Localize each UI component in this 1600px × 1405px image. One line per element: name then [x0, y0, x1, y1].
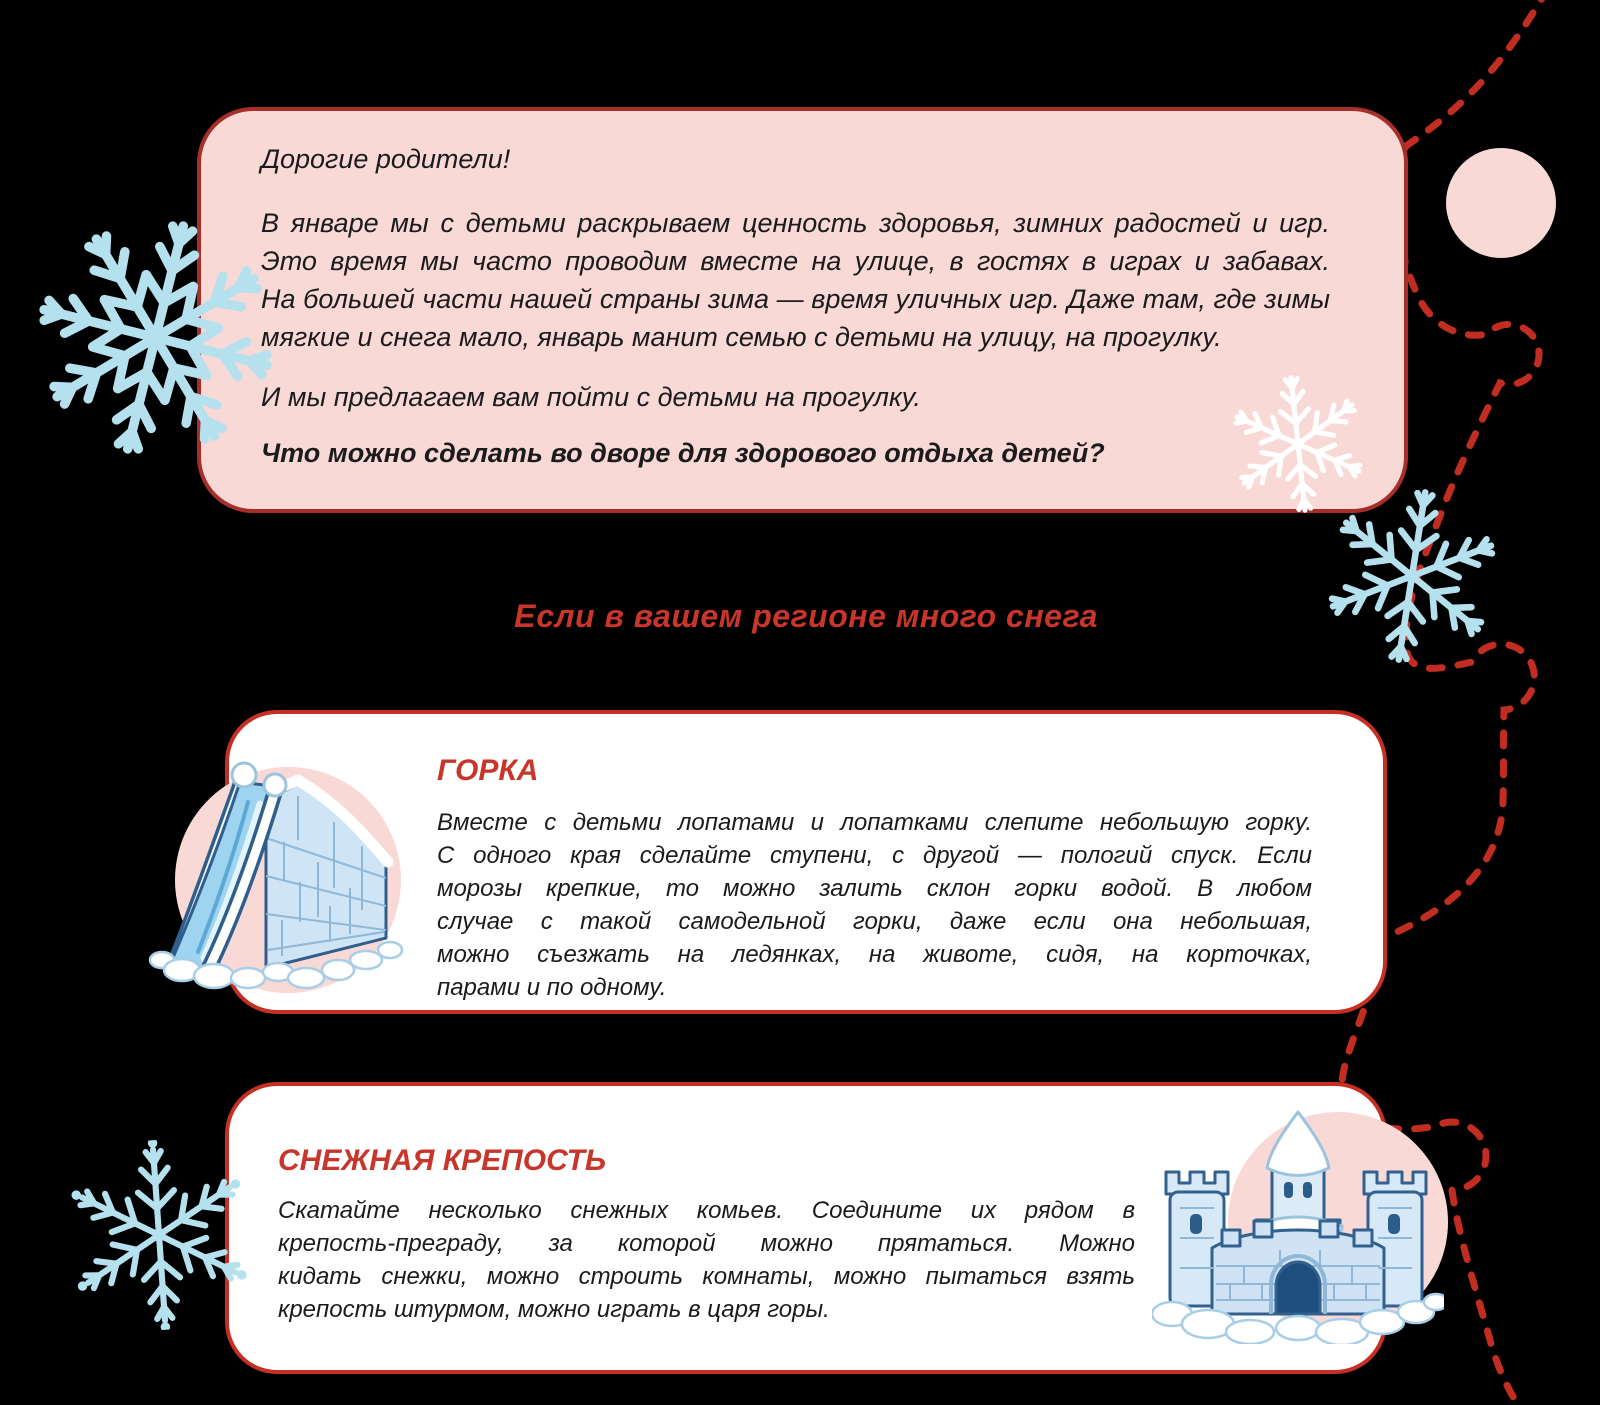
card-gorka-line: случае с такой самодельной горки, даже если она небольшая,	[437, 908, 1312, 935]
card-gorka-title: ГОРКА	[437, 754, 539, 787]
card-gorka-line: морозы крепкие, то можно залить склон горки водой. В любом	[437, 875, 1312, 902]
card-gorka-line: можно съезжать на ледянках, на животе, сидя, на корточках,	[437, 941, 1312, 968]
snow-castle-illustration	[1152, 1108, 1444, 1344]
card-gorka-line: парами и по одному.	[437, 974, 667, 1001]
intro-paragraph-line: В январе мы с детьми раскрываем ценность здоровья, зимних радостей и игр.	[261, 208, 1330, 238]
card-fort-title: СНЕЖНАЯ КРЕПОСТЬ	[278, 1144, 607, 1177]
pink-dot-decoration	[1446, 148, 1556, 258]
card-gorka-line: С одного края сделайте ступени, с другой — пологий спуск. Если	[437, 842, 1312, 869]
intro-greeting: Дорогие родители!	[261, 144, 511, 174]
card-gorka-text	[437, 806, 1312, 1004]
card-fort-text	[278, 1194, 1135, 1326]
intro-paragraph-line: Это время мы часто проводим вместе на улице, в гостях в играх и забавах.	[261, 246, 1330, 276]
ice-slide-illustration	[148, 742, 404, 990]
card-fort-line: крепость штурмом, можно играть в царя горы.	[278, 1296, 830, 1323]
intro-question: Что можно сделать во дворе для здорового отдыха детей?	[261, 438, 1105, 468]
card-fort-line: Скатайте несколько снежных комьев. Соедините их рядом в	[278, 1197, 1135, 1224]
intro-paragraph	[261, 204, 1330, 356]
card-fort-line: крепость-преграду, за которой можно прятаться. Можно	[278, 1230, 1135, 1257]
section-heading: Если в вашем регионе много снега	[514, 598, 1098, 634]
snowflake-icon	[58, 1134, 261, 1337]
intro-paragraph-line: мягкие и снега мало, январь манит семью с детьми на улицу, на прогулку.	[261, 322, 1222, 352]
intro-paragraph-line: На большей части нашей страны зима — время уличных игр. Даже там, где зимы	[261, 284, 1330, 314]
card-gorka-line: Вместе с детьми лопатами и лопатками слепите небольшую горку.	[437, 809, 1312, 836]
snowflake-icon	[1304, 468, 1519, 683]
intro-invite: И мы предлагаем вам пойти с детьми на прогулку.	[261, 382, 921, 412]
card-fort-line: кидать снежки, можно строить комнаты, можно пытаться взять	[278, 1263, 1135, 1290]
